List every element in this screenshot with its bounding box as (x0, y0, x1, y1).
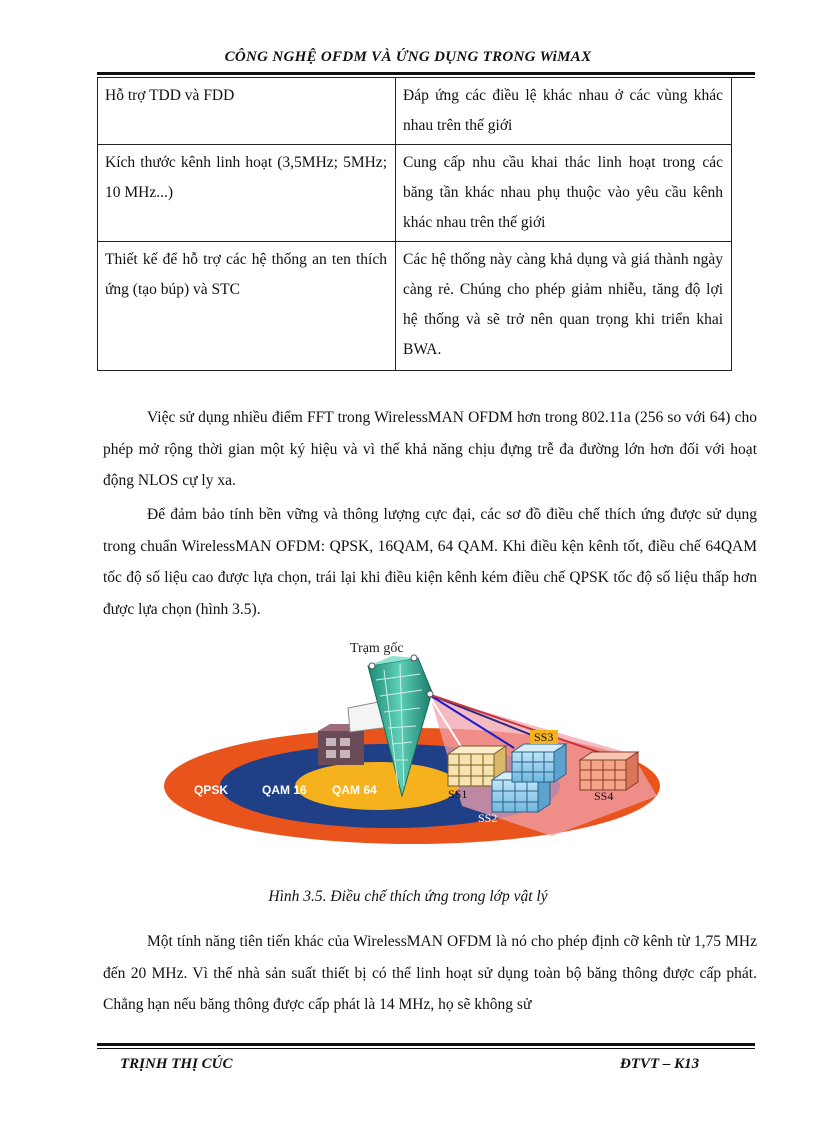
body-paragraph: Một tính năng tiên tiến khác của WirelessMAN OFDM là nó cho phép định cỡ kênh từ 1,75 MHz đến 20 MHz. Vì thế nhà sản suất thiết bị có thể linh hoạt sử dụng toàn bộ băng thông được cấp phát. Chẳng hạn nếu băng thông được cấp phát là 14 MHz, họ sẽ không sử (103, 933, 757, 1013)
header-rule (97, 72, 755, 75)
table-cell-feature: Hỗ trợ TDD và FDD (98, 78, 396, 145)
features-table (97, 77, 732, 371)
adaptive-modulation-figure (162, 636, 664, 846)
ss1-label: SS1 (448, 787, 468, 801)
table-cell-feature: Kích thước kênh linh hoạt (3,5MHz; 5MHz; 10 MHz...) (98, 145, 396, 242)
footer-class-code: ĐTVT – K13 (620, 1056, 700, 1072)
footer-rule-thin (97, 1048, 755, 1049)
body-paragraph: Việc sử dụng nhiều điểm FFT trong WirelessMAN OFDM hơn trong 802.11a (256 so với 64) cho phép mở rộng thời gian một ký hiệu và vì thế khả năng chịu đựng trễ đa đường lớn hơn đối với hoạt động NLOS cự ly xa. (103, 409, 757, 489)
qpsk-label: QPSK (194, 783, 229, 797)
base-station-label: Trạm gốc (350, 641, 404, 656)
qam16-label: QAM 16 (262, 783, 307, 797)
table-cell-benefit: Đáp ứng các điều lệ khác nhau ở các vùng khác nhau trên thế giới (396, 78, 732, 145)
footer-rule (97, 1043, 755, 1046)
qam64-ring (295, 762, 459, 810)
page-header-title: CÔNG NGHỆ OFDM VÀ ỨNG DỤNG TRONG WiMAX (224, 49, 592, 65)
table-row (98, 242, 732, 371)
figure-caption: Hình 3.5. Điều chế thích ứng trong lớp vật lý (268, 888, 548, 905)
ss4-label: SS4 (594, 789, 614, 803)
ss4-building (580, 752, 638, 790)
qam64-label: QAM 64 (332, 783, 377, 797)
footer-author: TRỊNH THỊ CÚC (120, 1056, 233, 1072)
ss3-building (512, 744, 566, 782)
table-row (98, 78, 732, 145)
table-row (98, 145, 732, 242)
table-cell-feature: Thiết kế để hỗ trợ các hệ thống an ten thích ứng (tạo búp) và STC (98, 242, 396, 371)
ss3-label: SS3 (534, 730, 554, 744)
table-cell-benefit: Các hệ thống này càng khả dụng và giá thành ngày càng rẻ. Chúng cho phép giảm nhiễu, tăng độ lợi hệ thống và sẽ trở nên quan trọng khi triển khai BWA. (396, 242, 732, 371)
body-paragraph: Để đảm bảo tính bền vững và thông lượng cực đại, các sơ đồ điều chế thích ứng được sử dụng trong chuẩn WirelessMAN OFDM: QPSK, 16QAM, 64 QAM. Khi điều kện kênh tốt, điều chế 64QAM tốc độ số liệu cao được lựa chọn, trái lại khi điều kiện kênh kém điều chế QPSK tốc độ số liệu thấp hơn được lựa chọn (hình 3.5). (103, 506, 757, 618)
ss2-label: SS2 (478, 811, 498, 825)
table-cell-benefit: Cung cấp nhu cầu khai thác linh hoạt trong các băng tần khác nhau phụ thuộc vào yêu cầu kênh khác nhau trên thế giới (396, 145, 732, 242)
